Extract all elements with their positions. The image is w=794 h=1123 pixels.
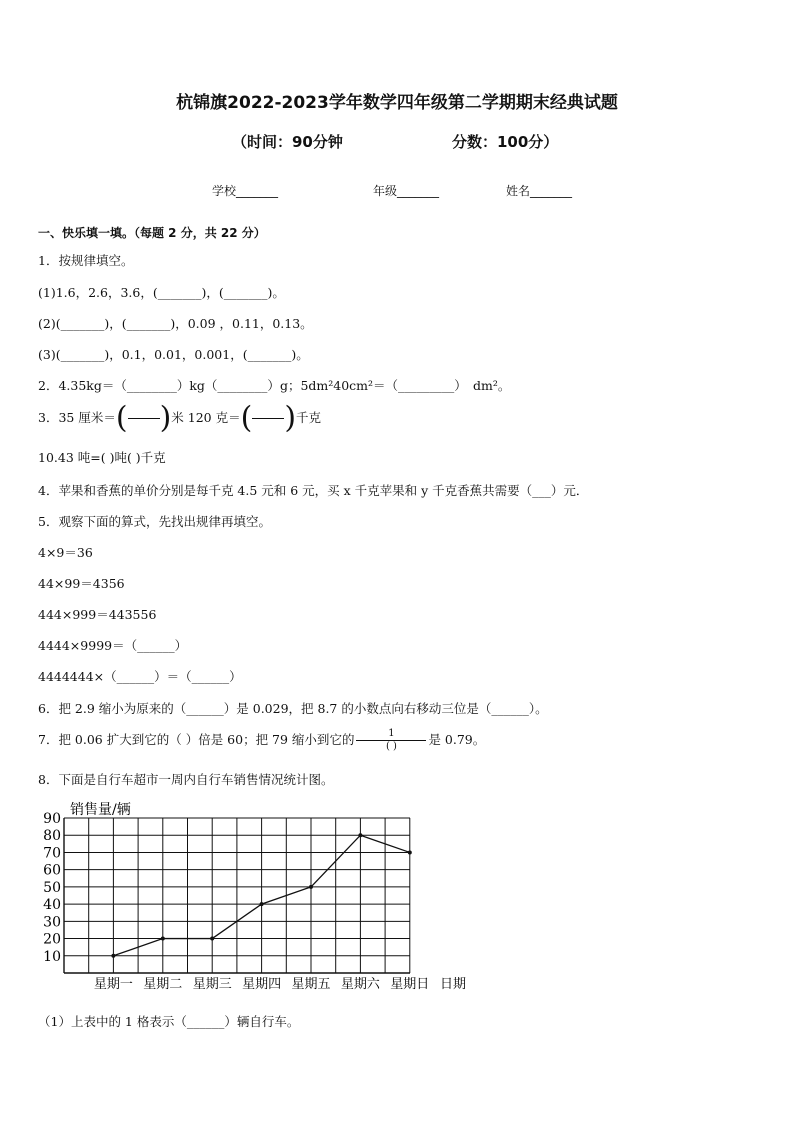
q7-post: 是 0.79。 bbox=[428, 732, 486, 747]
x-tick-labels bbox=[94, 977, 429, 992]
y-tick-label: 20 bbox=[43, 931, 61, 948]
q4: 4．苹果和香蕉的单价分别是每千克 4.5 元和 6 元，买 x 千克苹果和 y 千克香蕉共需要（___）元． bbox=[38, 483, 589, 498]
paren-open: ( bbox=[115, 400, 128, 436]
data-point bbox=[161, 937, 165, 941]
q1-part3: (3)(_______)，0.1，0.01，0.001，(_______)。 bbox=[38, 347, 309, 362]
line-chart bbox=[30, 798, 480, 998]
q1-part1: (1)1.6，2.6，3.6，(_______)，(_______)。 bbox=[38, 285, 285, 300]
q6: 6．把 2.9 缩小为原来的（______）是 0.029，把 8.7 的小数点向右移动三位是（______）。 bbox=[38, 701, 548, 716]
fraction-blank bbox=[128, 418, 160, 419]
x-tick-label: 星期二 bbox=[143, 977, 183, 992]
q7-fraction bbox=[356, 728, 426, 753]
data-point bbox=[210, 937, 214, 941]
q3-end: 千克 bbox=[296, 410, 322, 425]
q1-stem: 1．按规律填空。 bbox=[38, 253, 134, 268]
x-axis-label: 日期 bbox=[440, 977, 467, 992]
y-tick-label: 10 bbox=[43, 948, 61, 965]
data-point bbox=[260, 902, 264, 906]
q5-stem: 5．观察下面的算式，先找出规律再填空。 bbox=[38, 514, 271, 529]
x-tick-label: 星期三 bbox=[192, 977, 232, 992]
chart-grid bbox=[64, 818, 410, 973]
paren-close: ) bbox=[284, 400, 297, 436]
grade-field: 年级_______ bbox=[373, 184, 440, 198]
q8-stem: 8．下面是自行车超市一周内自行车销售情况统计图。 bbox=[38, 772, 334, 787]
y-tick-label: 40 bbox=[43, 897, 61, 914]
data-point bbox=[408, 850, 412, 854]
exam-time: （时间：90分钟 bbox=[232, 133, 343, 151]
y-tick-label: 60 bbox=[43, 862, 61, 879]
q5-line5: 4444444×（______）＝（______） bbox=[38, 669, 242, 684]
fraction-denominator: ( ) bbox=[385, 741, 397, 752]
y-tick-labels bbox=[43, 811, 61, 965]
paren-open: ( bbox=[240, 400, 253, 436]
x-tick-label: 星期五 bbox=[291, 977, 331, 992]
q8-sub1: （1）上表中的 1 格表示（______）辆自行车。 bbox=[38, 1014, 300, 1029]
y-tick-label: 70 bbox=[43, 845, 61, 862]
page-title: 杭锦旗2022-2023学年数学四年级第二学期期末经典试题 bbox=[176, 93, 618, 113]
paren-close: ) bbox=[159, 400, 172, 436]
data-point bbox=[309, 885, 313, 889]
data-point bbox=[111, 954, 115, 958]
q7-pre: 7．把 0.06 扩大到它的（ ）倍是 60；把 79 缩小到它的 bbox=[38, 732, 355, 747]
q1-part2: (2)(_______)，(_______)，0.09 ，0.11，0.13。 bbox=[38, 316, 313, 331]
school-field: 学校_______ bbox=[212, 184, 279, 198]
x-tick-label: 星期六 bbox=[340, 977, 380, 992]
q5-line4: 4444×9999＝（______） bbox=[38, 638, 188, 653]
fraction-blank bbox=[252, 418, 284, 419]
fraction-numerator: 1 bbox=[388, 728, 395, 739]
x-tick-label: 星期日 bbox=[390, 977, 430, 992]
y-tick-label: 80 bbox=[43, 828, 61, 845]
q5-line3: 444×999＝443556 bbox=[38, 607, 157, 622]
q2: 2．4.35kg＝（________）kg（________）g；5dm²40cm²＝（_________） dm²。 bbox=[38, 378, 511, 393]
q3-line2: 10.43 吨=( )吨( )千克 bbox=[38, 450, 166, 465]
y-axis-label: 销售量/辆 bbox=[70, 802, 131, 818]
y-tick-label: 50 bbox=[43, 879, 61, 896]
q7 bbox=[38, 726, 485, 754]
q3 bbox=[38, 400, 322, 436]
x-tick-label: 星期四 bbox=[242, 977, 282, 992]
y-tick-label: 30 bbox=[43, 914, 61, 931]
section-heading: 一、快乐填一填。（每题 2 分，共 22 分） bbox=[38, 226, 266, 240]
exam-score: 分数：100分） bbox=[452, 133, 559, 151]
name-field: 姓名_______ bbox=[506, 184, 573, 198]
y-tick-label: 90 bbox=[43, 811, 61, 827]
q5-line1: 4×9＝36 bbox=[38, 545, 93, 560]
q5-line2: 44×99＝4356 bbox=[38, 576, 125, 591]
data-point bbox=[358, 833, 362, 837]
x-tick-label: 星期一 bbox=[93, 977, 133, 992]
q3-mid: 米 120 克＝ bbox=[171, 410, 241, 425]
q3-label: 3．35 厘米＝ bbox=[38, 410, 116, 425]
